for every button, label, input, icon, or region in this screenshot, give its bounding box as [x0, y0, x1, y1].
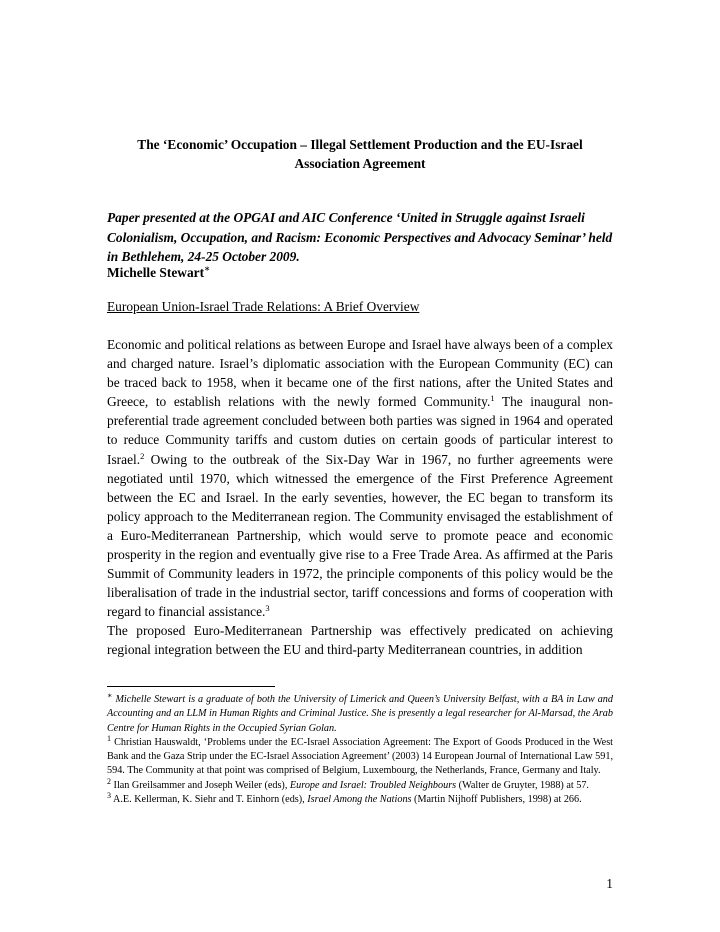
footnote-separator	[107, 686, 275, 687]
body-paragraph-1	[107, 335, 613, 621]
footnote-3-citation: (Martin Nijhoff Publishers, 1998) at 266.	[411, 794, 582, 806]
footnote-author-text: Michelle Stewart is a graduate of both the University of Limerick and Queen’s University Belfast, with a BA in Law and Accounting and an LLM in Human Rights and Criminal Justice. She is presently a legal researcher for Al-Marsad, the Arab Centre for Human Rights in the Occupied Syrian Golan.	[107, 694, 613, 734]
footnote-1-mark: 1	[107, 733, 111, 743]
title-line-2: Association Agreement	[294, 156, 426, 171]
conference-subtitle: Paper presented at the OPGAI and AIC Conference ‘United in Struggle against Israeli Colonialism, Occupation, and Racism: Economic Perspectives and Advocacy Seminar’ held in Bethlehem, 24-25 October 2009.	[107, 210, 613, 264]
footnote-ref-3: 3	[265, 603, 270, 614]
author-name: Michelle Stewart	[107, 265, 205, 280]
footnote-1-text: Christian Hauswaldt, ‘Problems under the EC-Israel Association Agreement: The Export of Goods Produced in the West Bank and the Gaza Strip under the EC-Israel Association Agreement’ (2003) 14 European Journal of International Law 591, 594. The Community at that point was comprised of Belgium, Luxembourg, the Netherlands, France, Germany and Italy.	[107, 736, 613, 777]
title-line-1: The ‘Economic’ Occupation – Illegal Settlement Production and the EU-Israel	[137, 137, 583, 152]
paragraph-1-text-c: Owing to the outbreak of the Six-Day War in 1967, no further agreements were negotiated until 1970, which witnessed the emergence of the First Preference Agreement between the EC and Israel. In the early seventies, however, the EC began to transform its policy approach to the Mediterranean region. The Community envisaged the establishment of a Euro-Mediterranean Partnership, which would serve to promote peace and economic prosperity in the region and eventually give rise to a Free Trade Area. As affirmed at the Paris Summit of Community leaders in 1972, the principle components of this policy would be the liberalisation of trade in the industrial sector, tariff concessions and forms of cooperation with regard to financial assistance.	[107, 451, 613, 620]
author-footnote-mark: ∗	[204, 263, 211, 274]
footnote-3-book-title: Israel Among the Nations	[307, 794, 412, 806]
footnote-3-mark: 3	[107, 791, 111, 801]
author-line	[107, 263, 210, 282]
page-number: 1	[606, 876, 613, 891]
footnote-2-mark: 2	[107, 776, 111, 786]
footnote-author-mark: ∗	[107, 691, 113, 700]
section-heading: European Union-Israel Trade Relations: A Brief Overview	[107, 299, 420, 314]
paper-title	[107, 135, 613, 173]
footnote-2-book-title: Europe and Israel: Troubled Neighbours	[289, 779, 457, 791]
footnote-ref-2: 2	[140, 450, 145, 461]
paragraph-1-text-a: Economic and political relations as between Europe and Israel have always been of a complex and charged nature. Israel’s diplomatic association with the European Community (EC) can be traced back to 1958, when it became one of the first nations, after the United States and Greece, to establish relations with the newly formed Community.	[107, 337, 613, 410]
footnote-author	[107, 693, 613, 736]
body-paragraph-2: The proposed Euro-Mediterranean Partnership was effectively predicated on achieving regional integration between the EU and third-party Mediterranean countries, in addition	[107, 623, 613, 658]
footnote-3-text: A.E. Kellerman, K. Siehr and T. Einhorn (eds),	[111, 794, 308, 806]
footnote-3	[107, 793, 613, 807]
footnote-2	[107, 776, 613, 793]
footnote-1	[107, 733, 613, 779]
footnotes	[107, 693, 613, 807]
footnote-2-text: Ilan Greilsammer and Joseph Weiler (eds),	[111, 779, 290, 791]
paragraph-1-text-b: The inaugural non-preferential trade agreement concluded between both parties was signed in 1964 and operated to reduce Community tariffs and custom duties on certain goods of particular interest to Israel.	[107, 394, 613, 467]
footnote-ref-1: 1	[490, 393, 495, 404]
footnote-2-citation: (Walter de Gruyter, 1988) at 57.	[456, 779, 589, 791]
